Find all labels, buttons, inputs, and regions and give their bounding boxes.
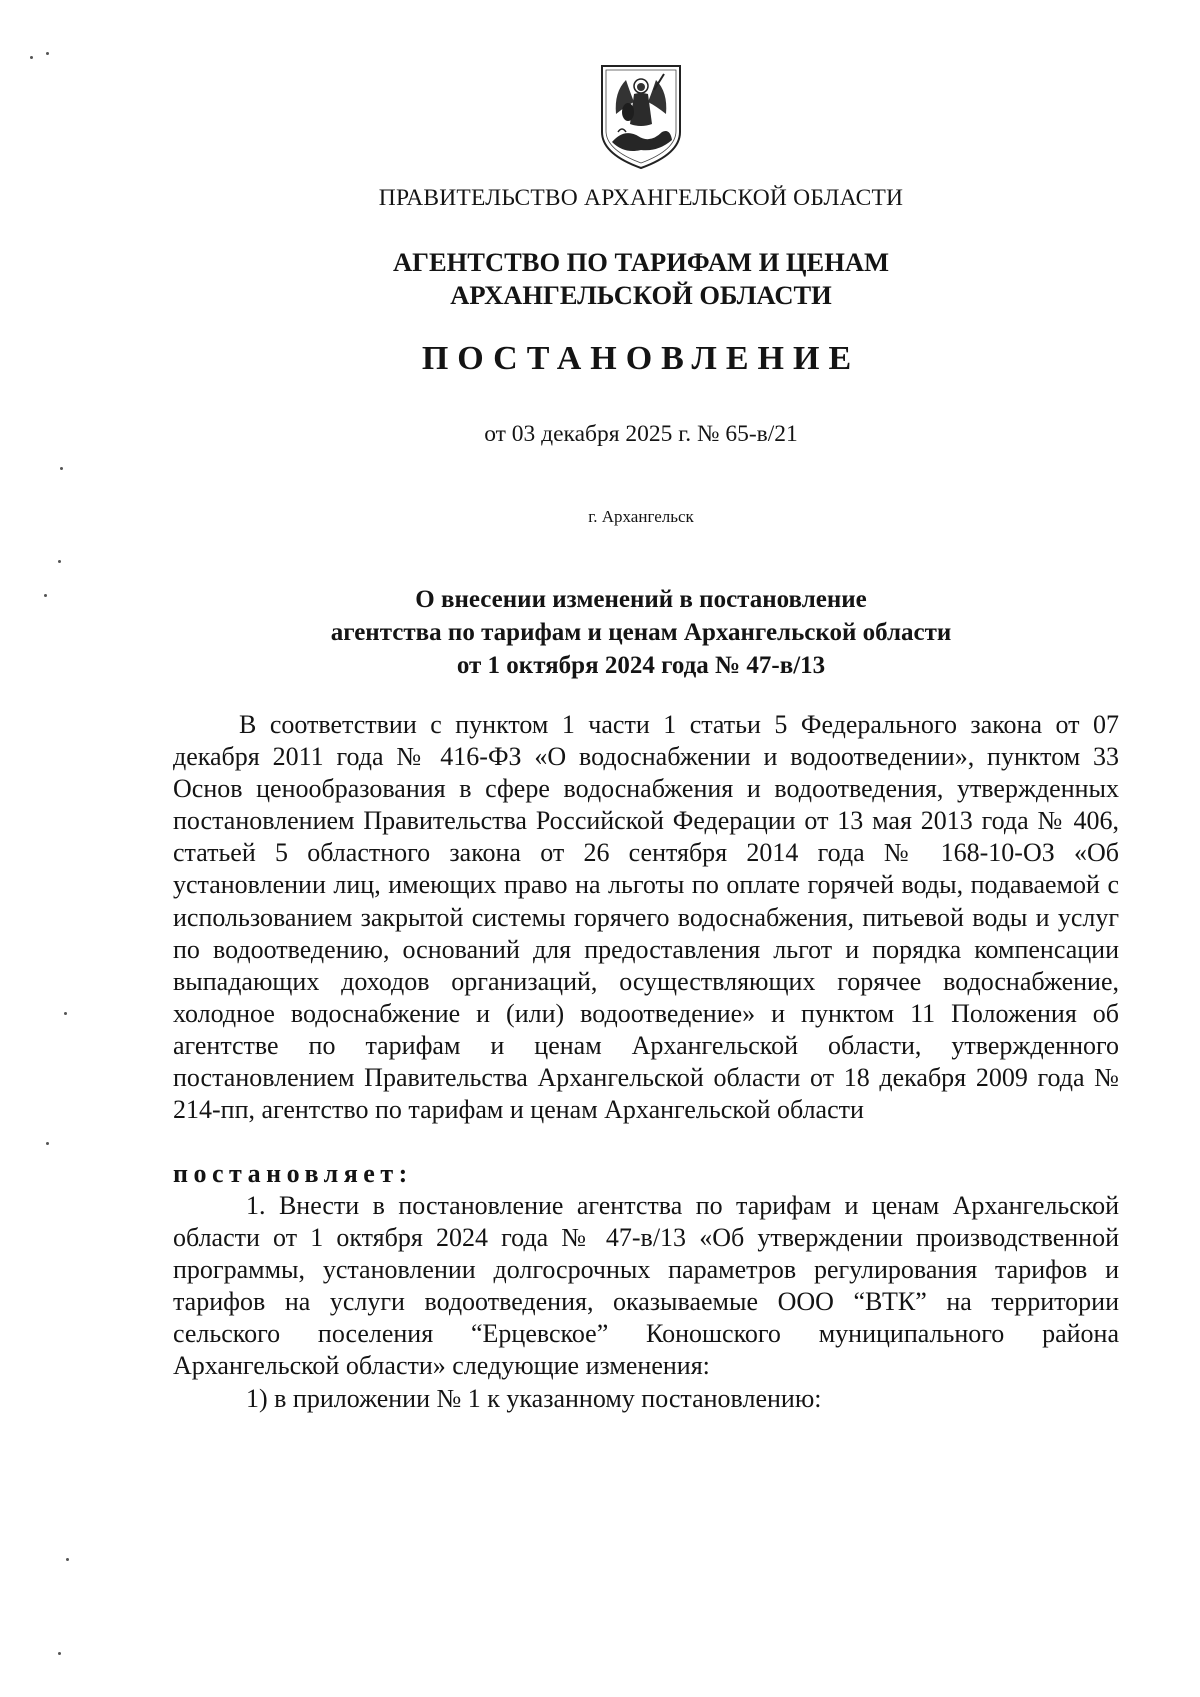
scan-speck [64, 1012, 67, 1015]
document-subject [0, 583, 1200, 682]
scan-speck [58, 1652, 61, 1655]
scan-speck [46, 52, 49, 55]
resolves-word: постановляет: [173, 1159, 413, 1188]
agency-name-line-2: АРХАНГЕЛЬСКОЙ ОБЛАСТИ [450, 280, 832, 310]
scan-speck [60, 467, 63, 470]
item-1-subitem-1: 1) в приложении № 1 к указанному постановлению: [246, 1384, 822, 1413]
scan-speck [46, 1142, 49, 1145]
agency-name [0, 246, 1200, 312]
arkhangelsk-coat-of-arms-icon [596, 62, 686, 172]
agency-name-line-1: АГЕНТСТВО ПО ТАРИФАМ И ЦЕНАМ [393, 247, 889, 277]
scan-speck [44, 594, 47, 597]
subject-line-1: О внесении изменений в постановление [415, 586, 867, 613]
preamble-paragraph: В соответствии с пунктом 1 части 1 статьи 5 Федерального закона от 07 декабря 2011 года № 416-ФЗ «О водоснабжении и водоотведении», пунктом 33 Основ ценообразования в сфере водоснабжения и водоотведения, утвержденных постановлением Правительства Российской Федерации от 13 мая 2013 года № 406, статьей 5 областного закона от 26 сентября 2014 года № 168-10-ОЗ «Об установлении лиц, имеющих право на льготы по оплате горячей воды, подаваемой с использованием закрытой системы горячего водоснабжения, питьевой воды и услуг по водоотведению, оснований для предоставления льгот и порядка компенсации выпадающих доходов организаций, осуществляющих горячее водоснабжение, холодное водоснабжение и (или) водоотведение» и пунктом 11 Положения об агентстве по тарифам и ценам Архангельской области, утвержденного постановлением Правительства Архангельской области от 18 декабря 2009 года № 214-пп, агентство по тарифам и ценам Архангельской области [173, 710, 1119, 1125]
subject-line-2: агентства по тарифам и ценам Архангельской области [330, 619, 952, 646]
government-name: ПРАВИТЕЛЬСТВО АРХАНГЕЛЬСКОЙ ОБЛАСТИ [378, 185, 904, 211]
subject-line-3: от 1 октября 2024 года № 47-в/13 [456, 652, 826, 679]
document-type-title: ПОСТАНОВЛЕНИЕ [421, 340, 861, 377]
document-city: г. Архангельск [588, 507, 694, 526]
scan-speck [66, 1558, 69, 1561]
scan-speck [30, 56, 33, 59]
document-date-number: от 03 декабря 2025 г. № 65-в/21 [484, 421, 798, 447]
scan-speck [58, 560, 61, 563]
item-1-paragraph: 1. Внести в постановление агентства по тарифам и ценам Архангельской области от 1 октября 2024 года № 47-в/13 «Об утверждении производственной программы, установлении долгосрочных параметров регулирования тарифов и тарифов на услуги водоотведения, оказываемые ООО “ВТК” на территории сельского поселения “Ерцевское” Коношского муниципального района Архангельской области» следующие изменения: [173, 1191, 1119, 1381]
